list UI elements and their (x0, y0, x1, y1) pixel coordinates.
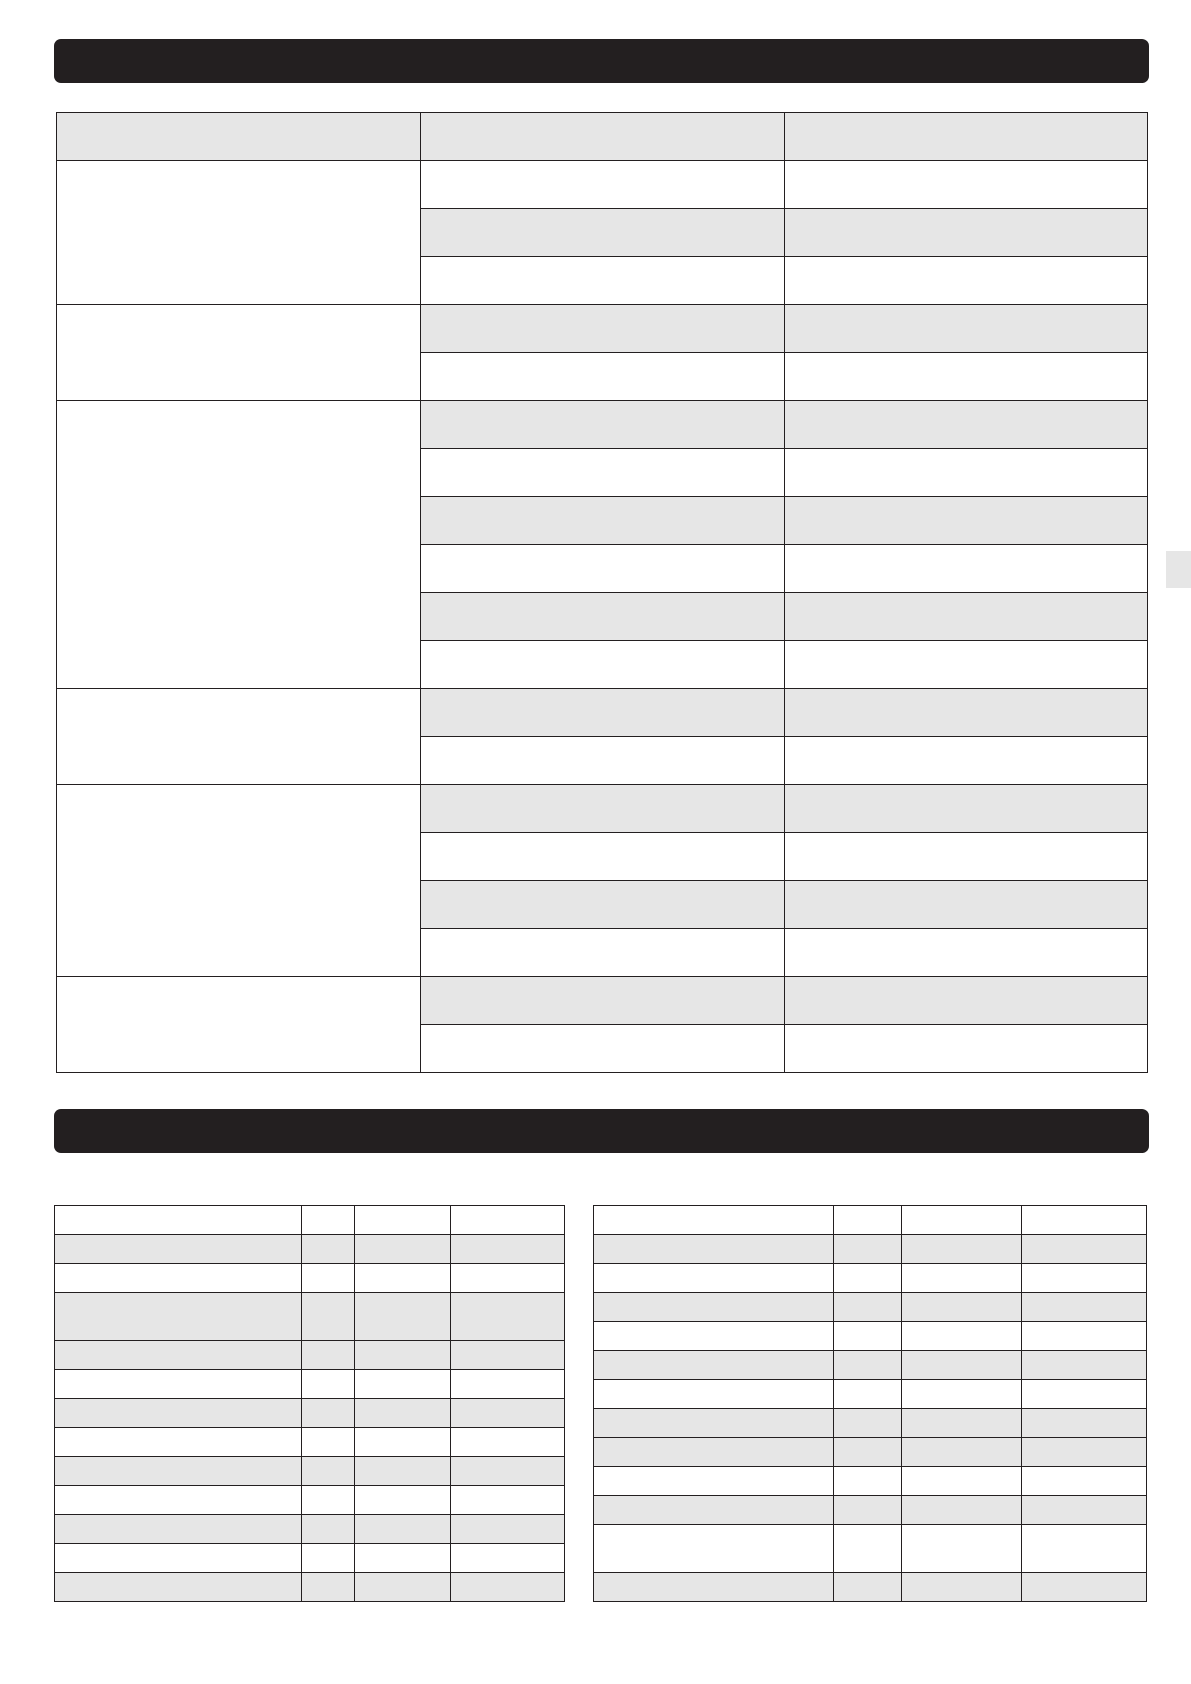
table-cell (302, 1428, 355, 1457)
table-cell (785, 1025, 1148, 1073)
table-cell (55, 1515, 302, 1544)
table-cell (834, 1409, 902, 1438)
table-cell (451, 1235, 565, 1264)
table-cell (594, 1525, 834, 1573)
table-cell (834, 1235, 902, 1264)
table-cell (355, 1399, 451, 1428)
table-row (55, 1370, 565, 1399)
table-cell (785, 929, 1148, 977)
table-cell (421, 209, 785, 257)
table-cell (302, 1515, 355, 1544)
table-row (55, 1544, 565, 1573)
table-cell (451, 1264, 565, 1293)
table-row (594, 1380, 1147, 1409)
table-cell (834, 1438, 902, 1467)
table-cell (421, 641, 785, 689)
table-row (594, 1264, 1147, 1293)
header-cell (902, 1206, 1022, 1235)
table-row (55, 1264, 565, 1293)
header-cell (834, 1206, 902, 1235)
table-cell (785, 353, 1148, 401)
table-row (55, 1399, 565, 1428)
table-cell (355, 1457, 451, 1486)
table-cell (355, 1428, 451, 1457)
table-cell (1022, 1438, 1147, 1467)
table-cell (355, 1264, 451, 1293)
table-cell (451, 1341, 565, 1370)
table-cell (355, 1573, 451, 1602)
table-cell (594, 1235, 834, 1264)
table-cell (421, 305, 785, 353)
table-cell (421, 497, 785, 545)
table-cell (451, 1399, 565, 1428)
header-cell (421, 113, 785, 161)
table-cell (55, 1235, 302, 1264)
section-header-bar (54, 39, 1149, 83)
table-cell (785, 689, 1148, 737)
table-header-row (55, 1206, 565, 1235)
table-row (594, 1438, 1147, 1467)
table-cell (594, 1496, 834, 1525)
table-row (594, 1322, 1147, 1351)
table-cell (902, 1496, 1022, 1525)
table-cell (302, 1264, 355, 1293)
table-cell (451, 1370, 565, 1399)
table-row (594, 1573, 1147, 1602)
table-cell (1022, 1409, 1147, 1438)
table-cell (785, 209, 1148, 257)
table-cell (421, 785, 785, 833)
table-cell (785, 593, 1148, 641)
section-header-bar (54, 1109, 1149, 1153)
table-cell (785, 497, 1148, 545)
table-cell (421, 353, 785, 401)
table-cell (421, 689, 785, 737)
table-cell (421, 593, 785, 641)
group-label-cell (57, 401, 421, 689)
table-cell (594, 1438, 834, 1467)
table-cell (902, 1525, 1022, 1573)
table-cell (1022, 1496, 1147, 1525)
table-row (594, 1525, 1147, 1573)
table-cell (594, 1380, 834, 1409)
table-cell (55, 1341, 302, 1370)
table-cell (902, 1264, 1022, 1293)
spec-table-left (54, 1205, 565, 1602)
table-cell (451, 1486, 565, 1515)
table-cell (451, 1293, 565, 1341)
table-cell (355, 1544, 451, 1573)
table-row (57, 689, 1148, 737)
table-cell (834, 1467, 902, 1496)
table-row (57, 401, 1148, 449)
table-cell (55, 1428, 302, 1457)
table-cell (785, 977, 1148, 1025)
table-cell (902, 1293, 1022, 1322)
table-cell (902, 1322, 1022, 1351)
table-cell (355, 1235, 451, 1264)
table-cell (902, 1573, 1022, 1602)
table-cell (355, 1370, 451, 1399)
table-cell (302, 1399, 355, 1428)
header-cell (355, 1206, 451, 1235)
table-cell (421, 881, 785, 929)
table-row (57, 977, 1148, 1025)
table-cell (421, 977, 785, 1025)
table-row (55, 1293, 565, 1341)
table-cell (302, 1457, 355, 1486)
table-cell (785, 785, 1148, 833)
table-cell (302, 1235, 355, 1264)
group-label-cell (57, 977, 421, 1073)
header-cell (785, 113, 1148, 161)
table-row (57, 785, 1148, 833)
table-cell (785, 881, 1148, 929)
table-cell (355, 1293, 451, 1341)
table-cell (451, 1544, 565, 1573)
table-cell (451, 1428, 565, 1457)
table-row (55, 1457, 565, 1486)
table-cell (1022, 1293, 1147, 1322)
table-row (594, 1351, 1147, 1380)
table-cell (834, 1351, 902, 1380)
table-cell (55, 1399, 302, 1428)
table-cell (902, 1380, 1022, 1409)
table-cell (834, 1496, 902, 1525)
table-cell (902, 1235, 1022, 1264)
table-cell (1022, 1264, 1147, 1293)
table-cell (302, 1341, 355, 1370)
table-cell (55, 1457, 302, 1486)
header-cell (1022, 1206, 1147, 1235)
table-row (55, 1341, 565, 1370)
header-cell (302, 1206, 355, 1235)
table-cell (421, 449, 785, 497)
table-cell (451, 1573, 565, 1602)
table-cell (421, 1025, 785, 1073)
table-row (57, 161, 1148, 209)
table-cell (302, 1573, 355, 1602)
table-cell (55, 1544, 302, 1573)
table-row (55, 1235, 565, 1264)
table-cell (594, 1322, 834, 1351)
header-cell (594, 1206, 834, 1235)
table-cell (421, 545, 785, 593)
table-cell (785, 161, 1148, 209)
table-cell (421, 161, 785, 209)
table-row (55, 1486, 565, 1515)
table-cell (594, 1573, 834, 1602)
header-cell (451, 1206, 565, 1235)
table-cell (1022, 1467, 1147, 1496)
group-label-cell (57, 305, 421, 401)
table-cell (902, 1438, 1022, 1467)
table-cell (1022, 1525, 1147, 1573)
table-row (55, 1428, 565, 1457)
table-row (57, 305, 1148, 353)
table-cell (355, 1341, 451, 1370)
table-header-row (594, 1206, 1147, 1235)
table-cell (834, 1293, 902, 1322)
table-cell (421, 833, 785, 881)
table-cell (594, 1467, 834, 1496)
table-cell (785, 833, 1148, 881)
table-cell (594, 1293, 834, 1322)
table-cell (785, 401, 1148, 449)
table-cell (594, 1264, 834, 1293)
table-cell (302, 1486, 355, 1515)
table-cell (302, 1544, 355, 1573)
table-cell (421, 257, 785, 305)
table-cell (421, 401, 785, 449)
table-header-row (57, 113, 1148, 161)
table-cell (55, 1486, 302, 1515)
table-cell (1022, 1573, 1147, 1602)
table-cell (421, 929, 785, 977)
table-cell (55, 1573, 302, 1602)
table-cell (1022, 1380, 1147, 1409)
table-cell (834, 1322, 902, 1351)
table-row (594, 1496, 1147, 1525)
table-cell (785, 449, 1148, 497)
table-cell (834, 1573, 902, 1602)
table-row (594, 1409, 1147, 1438)
table-row (55, 1515, 565, 1544)
header-cell (57, 113, 421, 161)
table-cell (1022, 1322, 1147, 1351)
table-cell (902, 1467, 1022, 1496)
table-cell (55, 1293, 302, 1341)
table-row (594, 1293, 1147, 1322)
table-cell (834, 1525, 902, 1573)
table-cell (55, 1370, 302, 1399)
table-cell (834, 1380, 902, 1409)
table-row (594, 1235, 1147, 1264)
table-cell (834, 1264, 902, 1293)
group-label-cell (57, 161, 421, 305)
group-label-cell (57, 785, 421, 977)
page-side-tab (1166, 551, 1191, 588)
table-cell (785, 737, 1148, 785)
table-cell (902, 1351, 1022, 1380)
table-cell (451, 1457, 565, 1486)
table-cell (355, 1515, 451, 1544)
table-cell (785, 545, 1148, 593)
table-cell (302, 1370, 355, 1399)
table-cell (594, 1351, 834, 1380)
table-cell (421, 737, 785, 785)
table-row (594, 1467, 1147, 1496)
table-cell (55, 1264, 302, 1293)
table-cell (1022, 1351, 1147, 1380)
table-cell (451, 1515, 565, 1544)
table-cell (302, 1293, 355, 1341)
table-cell (902, 1409, 1022, 1438)
table-row (55, 1573, 565, 1602)
header-cell (55, 1206, 302, 1235)
table-cell (594, 1409, 834, 1438)
group-label-cell (57, 689, 421, 785)
table-cell (355, 1486, 451, 1515)
table-cell (785, 641, 1148, 689)
main-table (56, 112, 1148, 1073)
spec-table-right (593, 1205, 1147, 1602)
table-cell (785, 257, 1148, 305)
table-cell (1022, 1235, 1147, 1264)
table-cell (785, 305, 1148, 353)
